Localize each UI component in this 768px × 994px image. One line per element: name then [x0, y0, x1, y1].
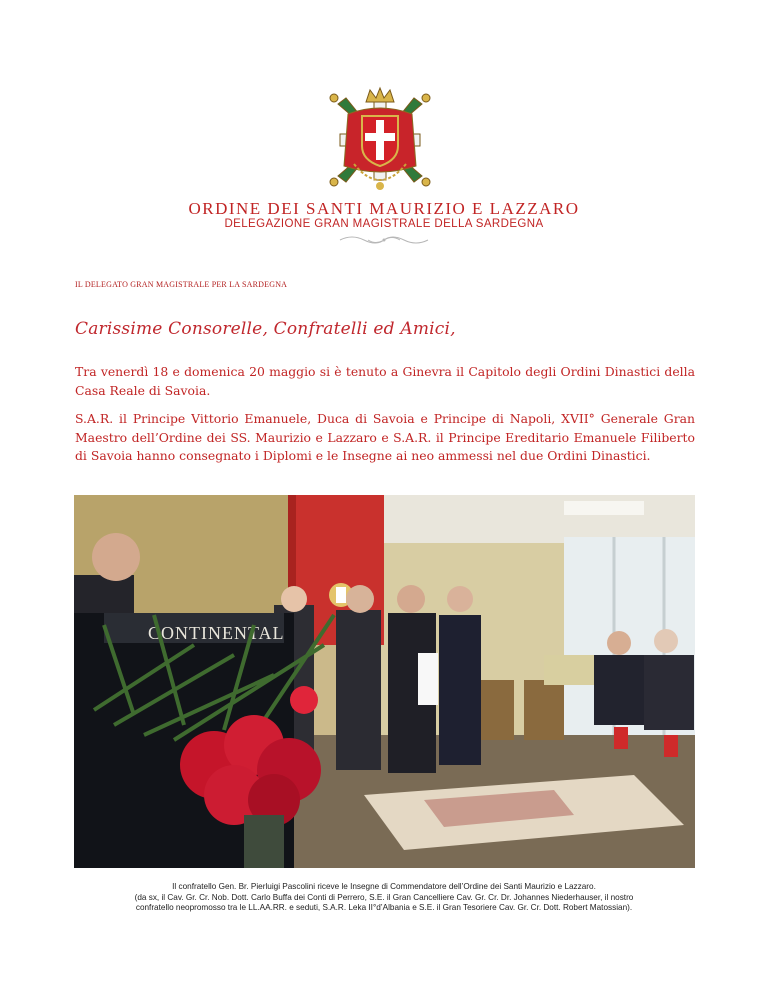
org-name: ORDINE DEI SANTI MAURIZIO E LAZZARO — [188, 199, 580, 218]
sender-heading: IL DELEGATO GRAN MAGISTRALE PER LA SARDEGNA — [75, 280, 288, 289]
delegation-name: DELEGAZIONE GRAN MAGISTRALE DELLA SARDEGNA — [224, 218, 544, 230]
flourish-divider-icon — [338, 234, 430, 246]
paragraph-2: S.A.R. il Principe Vittorio Emanuele, Duca di Savoia e Principe di Napoli, XVII° Generale Gran Maestro dell’Ordine dei SS. Maurizio e Lazzaro e S.A.R. il Principe Ereditario Emanuele Filiberto di Savoia hanno consegnato i Diplomi e le Insegne ai neo ammessi nel due Ordini Dinastici. — [75, 411, 695, 464]
ceremony-photo — [74, 495, 695, 868]
order-crest-icon — [318, 84, 442, 196]
salutation: Carissime Consorelle, Confratelli ed Amici, — [75, 319, 456, 339]
paragraph-1: Tra venerdì 18 e domenica 20 maggio si è tenuto a Ginevra il Capitolo degli Ordini Dinastici della Casa Reale di Savoia. — [75, 364, 695, 398]
caption-line-2: (da sx, il Cav. Gr. Cr. Nob. Dott. Carlo Buffa dei Conti di Perrero, S.E. il Gran Cancelliere Cav. Gr. Cr. Dr. Johannes Niederhauser, il nostro — [134, 892, 634, 902]
caption-line-3: confratello neopromosso tra le LL.AA.RR. e seduti, S.A.R. Leka II°d’Albania e S.E. il Gran Tesoriere Cav. Gr. Cr. Dott. Robert Matossian). — [135, 903, 633, 913]
photo-caption — [60, 882, 708, 914]
podium-sign: CONTINENTAL — [148, 623, 285, 643]
caption-line-1: Il confratello Gen. Br. Pierluigi Pascolini riceve le Insegne di Commendatore dell’Ordine dei Santi Maurizio e Lazzaro. — [172, 882, 596, 891]
